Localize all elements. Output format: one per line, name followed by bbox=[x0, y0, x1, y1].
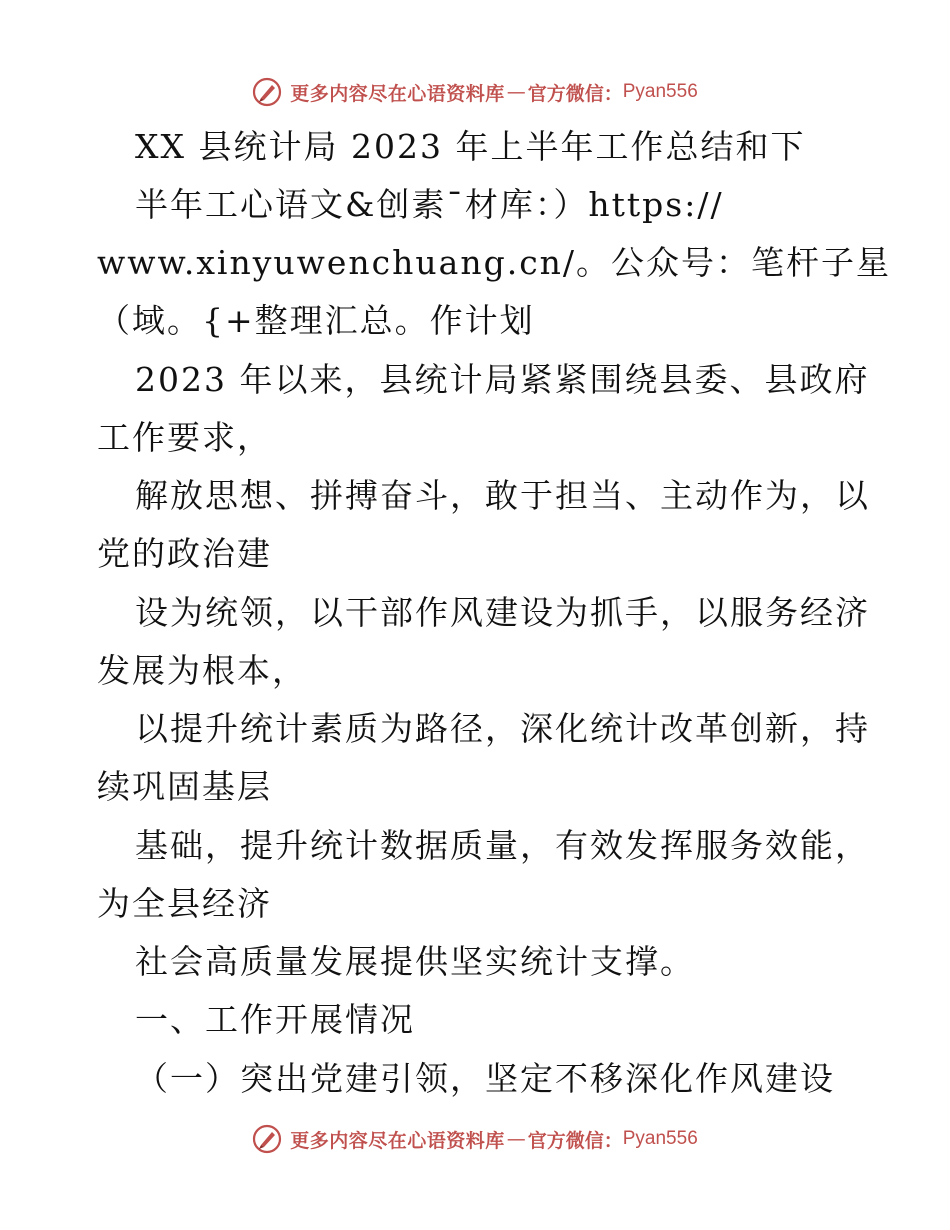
footer-banner-text: 更多内容尽在心语资料库 bbox=[290, 1129, 505, 1152]
doc-paragraph-line: 设为统领，以干部作风建设为抓手，以服务经济 bbox=[135, 593, 870, 632]
pen-logo-icon bbox=[252, 77, 282, 107]
header-wechat-label: 官方微信： bbox=[527, 82, 623, 105]
header-banner-text: 更多内容尽在心语资料库 bbox=[290, 82, 505, 105]
doc-title-line-4: （域。{+整理汇总。作计划 bbox=[97, 301, 535, 340]
footer-wechat-id: Pyan556 bbox=[622, 1128, 698, 1149]
section-heading: 一、工作开展情况 bbox=[135, 1000, 415, 1039]
doc-paragraph-line: 党的政治建 bbox=[97, 534, 272, 573]
footer-wechat-label: 官方微信： bbox=[527, 1129, 623, 1152]
doc-paragraph-line: 基础，提升统计数据质量，有效发挥服务效能， bbox=[135, 826, 870, 865]
doc-title-line-1: XX 县统计局 2023 年上半年工作总结和下 bbox=[135, 127, 806, 166]
footer-banner bbox=[0, 1121, 950, 1157]
doc-paragraph-line: 以提升统计素质为路径，深化统计改革创新，持 bbox=[135, 709, 870, 748]
doc-paragraph-line: 发展为根本， bbox=[97, 651, 307, 690]
header-wechat-id: Pyan556 bbox=[622, 81, 698, 102]
doc-title-line-2: 半年工心语文&创素¯材库：）https:// bbox=[135, 185, 724, 224]
doc-paragraph-line: 解放思想、拼搏奋斗，敢于担当、主动作为，以 bbox=[135, 476, 870, 515]
doc-paragraph-line: 社会高质量发展提供坚实统计支撑。 bbox=[135, 942, 695, 981]
header-banner-separator: — bbox=[506, 81, 526, 103]
doc-paragraph-line: 2023 年以来，县统计局紧紧围绕县委、县政府 bbox=[135, 360, 870, 399]
doc-paragraph-line: 续巩固基层 bbox=[97, 767, 272, 806]
subsection-heading: （一）突出党建引领，坚定不移深化作风建设 bbox=[135, 1059, 835, 1098]
doc-title-line-3: www.xinyuwenchuang.cn/。公众号：笔杆子星 bbox=[97, 243, 892, 282]
header-banner bbox=[0, 74, 950, 110]
doc-paragraph-line: 为全县经济 bbox=[97, 884, 272, 923]
pen-logo-icon bbox=[252, 1124, 282, 1154]
doc-paragraph-line: 工作要求， bbox=[97, 418, 272, 457]
footer-banner-separator: — bbox=[506, 1128, 526, 1150]
